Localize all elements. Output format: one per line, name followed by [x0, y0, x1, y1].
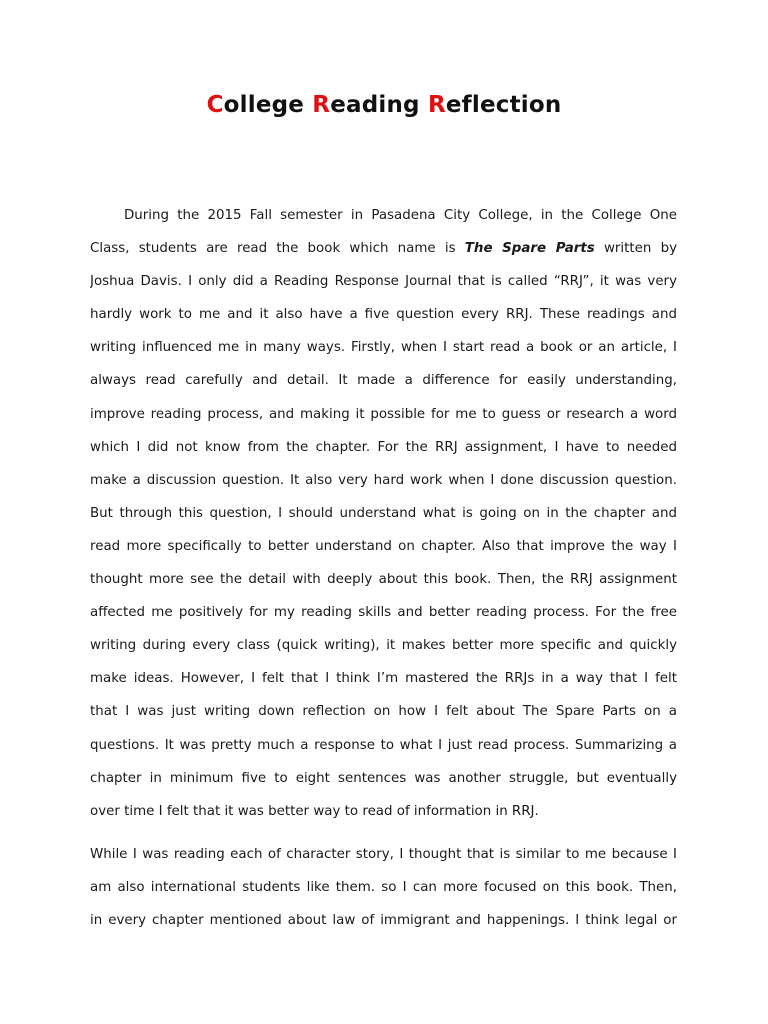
paragraph-line: am also international students like them. so I can more focused on this book. Then, — [90, 880, 677, 896]
title-initial-c: C — [206, 92, 224, 118]
paragraph-line: in every chapter mentioned about law of immigrant and happenings. I think legal or — [90, 913, 677, 929]
paragraph-line: During the 2015 Fall semester in Pasadena City College, in the College One — [124, 208, 677, 223]
paragraph-line: writing influenced me in many ways. Firstly, when I start read a book or an article, I — [90, 340, 677, 356]
paragraph-line — [90, 232, 677, 265]
paragraph-line: While I was reading each of character story, I thought that is similar to me because I — [90, 847, 677, 862]
paragraph-2 — [90, 838, 677, 937]
paragraph-line: affected me positively for my reading skills and better reading process. For the free — [90, 605, 677, 621]
paragraph-line: improve reading process, and making it possible for me to guess or research a word — [90, 406, 677, 422]
paragraph-line: chapter in minimum five to eight sentences was another struggle, but eventually — [90, 770, 677, 786]
paragraph-line: which I did not know from the chapter. For the RRJ assignment, I have to needed — [90, 439, 677, 455]
paragraph-1 — [90, 199, 677, 828]
book-title: The Spare Parts — [464, 241, 595, 257]
paragraph-line: writing during every class (quick writing), it makes better more specific and quickly — [90, 638, 677, 654]
paragraph-text: Class, students are read the book which name is — [90, 241, 465, 257]
title-word-reading: eading — [330, 92, 428, 118]
document-title — [0, 92, 768, 118]
paragraph-line: make a discussion question. It also very hard work when I done discussion question. — [90, 472, 677, 488]
title-initial-r2: R — [427, 92, 446, 118]
paragraph-line: questions. It was pretty much a response to what I just read process. Summarizing a — [90, 737, 677, 753]
title-word-reflection: eflection — [445, 92, 562, 118]
paragraph-line: But through this question, I should understand what is going on in the chapter and — [90, 505, 677, 521]
paragraph-line: always read carefully and detail. It made a difference for easily understanding, — [90, 373, 677, 389]
title-initial-r1: R — [312, 92, 331, 118]
paragraph-line: thought more see the detail with deeply about this book. Then, the RRJ assignment — [90, 572, 677, 588]
paragraph-line: Joshua Davis. I only did a Reading Response Journal that is called “RRJ”, it was very — [90, 274, 677, 290]
paragraph-text: written by — [594, 241, 677, 257]
paragraph-line: that I was just writing down reflection on how I felt about The Spare Parts on a — [90, 704, 677, 720]
paragraph-line: make ideas. However, I felt that I think I’m mastered the RRJs in a way that I felt — [90, 671, 677, 687]
paragraph-line: read more specifically to better understand on chapter. Also that improve the way I — [90, 538, 677, 554]
paragraph-line: over time I felt that it was better way to read of information in RRJ. — [90, 803, 539, 819]
paragraph-line: hardly work to me and it also have a five question every RRJ. These readings and — [90, 307, 677, 323]
title-word-college: ollege — [223, 92, 313, 118]
